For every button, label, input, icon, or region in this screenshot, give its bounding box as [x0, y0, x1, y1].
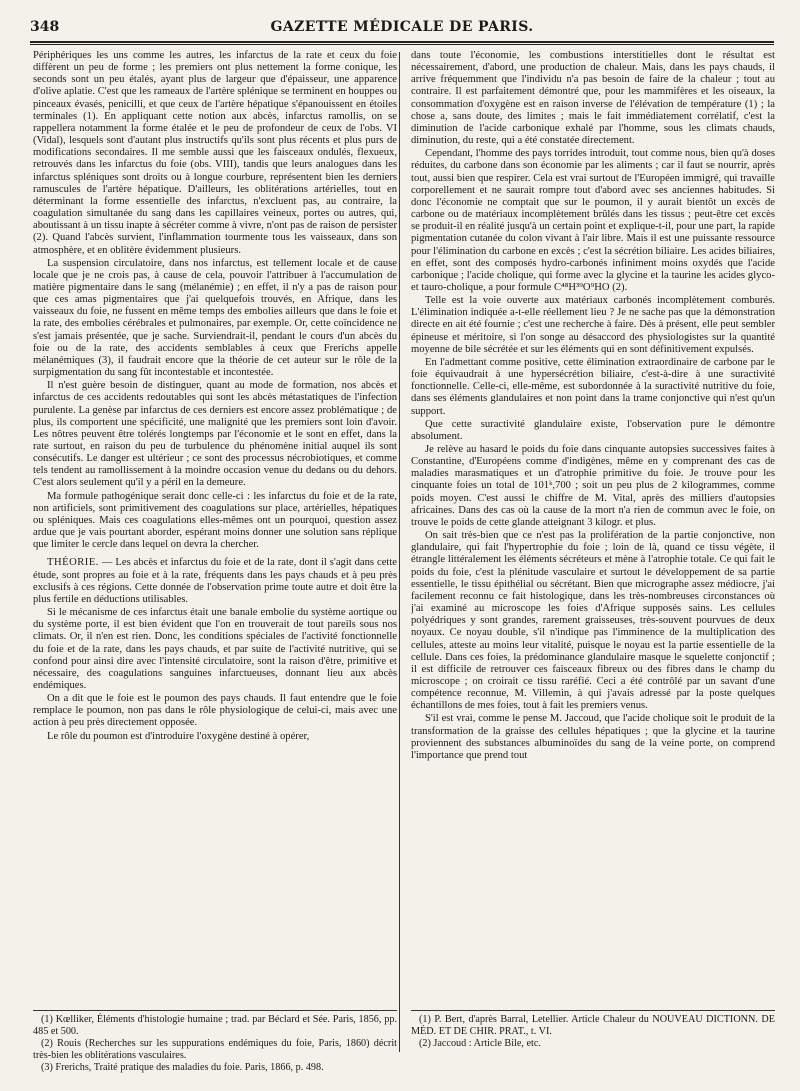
footnotes-left	[33, 1014, 397, 1074]
footnotes-right	[411, 1014, 775, 1050]
footnote-rule-left	[33, 1010, 397, 1011]
section-heading: THÉORIE.	[47, 557, 99, 569]
page-number: 348	[30, 19, 60, 35]
footnote: (1) P. Bert, d'après Barral, Letellier. Article Chaleur du NOUVEAU DICTIONN. DE MÉD. ET DE CHIR. PRAT., t. VI.	[411, 1014, 775, 1037]
left-column	[33, 50, 397, 1002]
paragraph: Le rôle du poumon est d'introduire l'oxygène destiné à opérer,	[47, 730, 310, 742]
journal-title: GAZETTE MÉDICALE DE PARIS.	[270, 19, 534, 35]
paragraph: En l'admettant comme positive, cette élimination extraordinaire de carbone par le foie équivaudrait à une hypersécrétion biliaire, c'est-à-dire à une suractivité fonctionnelle. Celle-ci, elle-même, est subordonnée à la suractivité nutritive du foie, dans ses éléments glandulaires et non point dans la trame conjonctive qui n'est qu'un support.	[411, 356, 775, 417]
theorie-paragraph	[33, 557, 397, 606]
column-divider	[399, 52, 400, 1052]
footnote: (2) Rouis (Recherches sur les suppurations endémiques du foie, Paris, 1860) décrit très-bien les oblitérations vasculaires.	[33, 1038, 397, 1061]
paragraph: La suspension circulatoire, dans nos infarctus, est tellement locale et de cause locale que je ne crois pas, à cause de cela, pouvoir l'attribuer à l'accumulation de matière pigmentaire dans le sang (mélanémie) ; en effet, il n'y a pas de raison pour que ces amas pigmentaires que j'ai quelquefois trouvés, en Afrique, dans les vaisseaux du foie, ne fussent en même temps des embolies ailleurs que dans le foie et la rate, des embolies cérébrales et pulmonaires, par exemple. Or, cette coïncidence ne s'est jamais présentée, que je sache. Surviendrait-il, pendant le cours d'un abcès du foie ou de la rate, des accidents semblables à ceux que Frerichs appelle mélanémiques (3), il faudrait encore que la théorie de cet auteur sur le rôle de la surpigmentation du sang fût incontestable et incontestée.	[33, 257, 397, 379]
page-header	[30, 16, 774, 40]
footnote: (2) Jaccoud : Article Bile, etc.	[419, 1038, 541, 1049]
paragraph: Si le mécanisme de ces infarctus était une banale embolie du système aortique ou du système porte, il est bien évident que l'on en trouverait de tout pareils sous nos climats. Or, il n'en est rien. Donc, les conditions spéciales de l'activité fonctionnelle du foie et de la rate, dans les pays chauds, et par suite de l'activité nutritive, qui se confond pour ainsi dire avec l'intensité circulatoire, sont la raison d'être, primitive et nécessaire, des coagulations sanguines infarctueuses, donnant lieu aux abcès endémiques.	[33, 607, 397, 691]
theorie-text: — Les abcès et infarctus du foie et de la rate, dont il s'agit dans cette étude, sont propres au foie et à la rate, fréquents dans les pays chauds et à peu près exclusifs à ces régions. Cette donnée de l'observation prime toute autre et doit être la plus fertile en déductions utilisables.	[33, 557, 397, 605]
right-column	[411, 50, 775, 1002]
paragraph: Périphériques les uns comme les autres, les infarctus de la rate et ceux du foie diffèrent un peu de forme ; les premiers ont plus nettement la forme conique, les seconds sont un peu étalés, ayant plus de largeur que d'épaisseur, une apparence d'olive aplatie. C'est que les rameaux de l'artère splénique se terminent en houppes ou pinceaux évasés, penicilli, et que ceux de l'artère hépatique s'épanouissent en étoiles terminales (1). En appliquant cette notion aux abcès, infarctus ramollis, on se rappellera notamment la forme étalée et le peu de profondeur de ceux de l'obs. VI (Vidal), lesquels sont d'autant plus instructifs qu'ils sont plus récents et plus purs de modifications secondaires. Il me semble aussi que les faisceaux ondulés, flexueux, retrouvés dans les infarctus du foie (obs. VIII), tandis que leurs analogues dans les infarctus spléniques sont droits ou à longue courbure, représentent bien les derniers ramuscules de l'artère hépatique. D'ailleurs, les oblitérations artérielles, tout en déterminant la forme essentielle des infarctus, n'excluent pas, au contraire, la coagulation simultanée du sang dans les capillaires veineux, portes ou autres, qui, aboutissant à un tissu inapte à sécréter comme à vivre, n'ont pas de raison de persister (2). Quand l'abcès survient, l'inflammation tourmente tous les vaisseaux, dans son atmosphère, et en oblitère évidemment plusieurs.	[33, 50, 397, 256]
footnote: (3) Frerichs, Traité pratique des maladies du foie. Paris, 1866, p. 498.	[41, 1062, 324, 1073]
paragraph: On sait très-bien que ce n'est pas la prolifération de la partie conjonctive, non glandulaire, qui fait l'hypertrophie du foie ; loin de là, quand ce tissu végète, il étrangle littéralement les éléments sécréteurs et mène à l'atrophie totale. Ce qui fait le poids du foie, c'est la plénitude vasculaire et surtout le développement de sa partie essentielle, le tissu épithélial ou sécrétant. Bien que micrographe assez médiocre, j'ai facilement reconnu ce fait histologique, dans les très-nombreuses circonstances où j'ai examiné au microscope les foies d'Afrique supposés sains. Les cellules polyédriques y sont grandes, rarement graisseuses, très-souvent pourvues de deux noyaux. Ce noyau double, s'il n'indique pas l'imminence de la multiplication des cellules, atteste au moins leur vitalité, puisque le noyau est la partie essentielle de la cellule. Dans ces foies, la prédominance glandulaire masque le squelette conjonctif ; il est difficile de retrouver ces faisceaux fibreux ou des fibres dans le champ du microscope ; on croirait ce tissu raréfié. Ceci a été contrôlé par un savant d'une compétence reconnue, M. Villemin, à qui j'avais adressé par la poste quelques échantillons de mes foies, tout à fait les premiers venus.	[411, 530, 775, 712]
paragraph: S'il est vrai, comme le pense M. Jaccoud, que l'acide cholique soit le produit de la transformation de la graisse des cellules hépatiques ; que la glycine et la taurine proviennent des substances albuminoïdes du sang de la veine porte, on comprend l'importance que prend tout	[411, 713, 775, 761]
paragraph: Que cette suractivité glandulaire existe, l'observation pure le démontre absolument.	[411, 418, 775, 442]
paragraph: Ma formule pathogénique serait donc celle-ci : les infarctus du foie et de la rate, non artificiels, sont primitivement des coagulations sur place, artérielles, hépatiques ou spléniques. Mais ces coagulations elles-mêmes ont un pourquoi, question assez ardue que je vais pourtant aborder, espérant moins donner une solution sans réplique que limiter le cercle dans lequel on devra la chercher.	[33, 490, 397, 551]
paragraph: On a dit que le foie est le poumon des pays chauds. Il faut entendre que le foie remplace le poumon, non pas dans le rôle physiologique de celui-ci, mais avec une action à peu près directement opposée.	[33, 693, 397, 729]
paragraph: Cependant, l'homme des pays torrides introduit, tout comme nous, bien qu'à doses réduites, du carbone dans son économie par les aliments ; car il faut se nourrir, après tout, aussi bien que respirer. Cela est vrai surtout de l'Européen immigré, qui travaille corporellement et ne saurait rompre tout d'abord avec ses anciennes habitudes. Si donc l'économie ne comptait que sur le poumon, il y aurait bientôt un excès de carbone ou de matériaux incomplètement brûlés dans les tissus ; peut-être cet excès se produit-il en réalité jusqu'à un certain point et explique-t-il, pour une part, la rapide pigmentation cutanée du colon vivant à l'air libre. Mais il est une puissante ressource pour l'élimination du carbone en excès ; c'est la sécrétion biliaire. Les acides biliaires, en effet, sont des composés hydro-carbonés infiniment moins oxydés que l'acide carbonique ; l'acide cholique, qui forme avec la glycine et la taurine les acides glyco- et tauro-cholique, a pour formule C⁴⁸H³⁹O⁹HO (2).	[411, 148, 775, 293]
paragraph: Je relève au hasard le poids du foie dans cinquante autopsies successives faites à Constantine, d'Européens comme d'indigènes, même en y comprenant des cas de maladies marasmatiques et un d'atrophie primitive du foie. Je trouve pour les cinquante foies un total de 101ᵏ,700 ; soit un peu plus de 2 kilogrammes, comme poids moyen. C'est aussi le chiffre de M. Vital, après des milliers d'autopsies africaines. Dans des cas où la cause de la mort n'a rien de commun avec le foie, on trouve le poids de cette glande atteignant 3 kilogr. et plus.	[411, 444, 775, 528]
footnote: (1) Kœlliker, Éléments d'histologie humaine ; trad. par Béclard et Sée. Paris, 1856, pp. 485 et 500.	[33, 1014, 397, 1037]
paragraph: Telle est la voie ouverte aux matériaux carbonés incomplètement comburés. L'élimination indiquée a-t-elle réellement lieu ? Je ne sache pas que la démonstration directe en ait été fournie ; c'est une recherche à faire. Dès à présent, elle peut sembler épineuse et méritoire, si l'on songe au désaccord des physiologistes sur la quantité moyenne de bile sécrétée et sur les éléments qui en sont définitivement expulsés.	[411, 295, 775, 355]
footnote-rule-right	[411, 1010, 775, 1011]
header-rule-thin	[30, 44, 774, 45]
header-rule	[30, 41, 774, 43]
paragraph: Il n'est guère besoin de distinguer, quant au mode de formation, nos abcès et infarctus de ces accidents redoutables qui sont les abcès métastatiques de l'infection purulente. La genèse par infarctus de ces derniers est encore assez problématique ; de plus, ils comportent une spécificité, une malignité que les premiers sont loin d'avoir. Les nôtres peuvent être tolérés longtemps par l'économie et le sont en effet, dans la rate surtout, en raison du peu de turbulence du phénomène initial auquel ils sont consécutifs. Le danger est ultérieur ; ce sont des processus nécrobiotiques, et comme tels tendent au ramollissement à la moindre occasion venue du dedans ou du dehors. C'est alors seulement qu'il y a péril en la demeure.	[33, 380, 397, 489]
paragraph: dans toute l'économie, les combustions interstitielles dont le résultat est nécessairement, d'abord, une production de chaleur. Mais, dans les pays chauds, il arrive fréquemment que l'individu n'a pas besoin de faire de la chaleur ; tout au contraire. Il est parfaitement démontré que, pour les mammifères et les oiseaux, la consommation d'oxygène est en raison inverse de l'élévation de température (1) ; la chose a, sans doute, des limites ; mais le fait immédiatement corrélatif, c'est la diminution de l'acide carbonique exhalé par l'homme, sous les climats chauds, diminution, du reste, qui a été constatée directement.	[411, 50, 775, 147]
